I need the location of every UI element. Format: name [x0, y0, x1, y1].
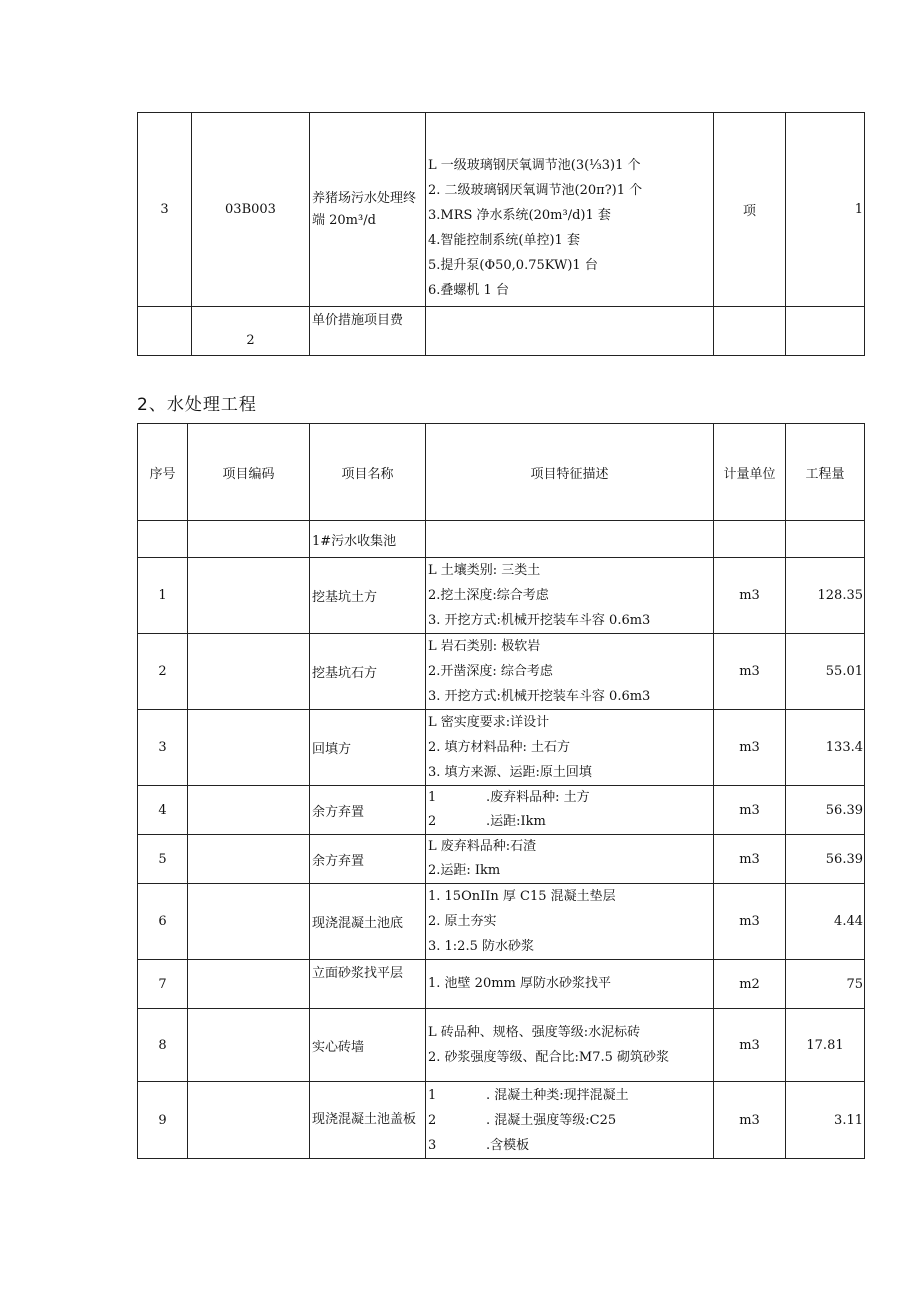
qty-cell: 75 [786, 960, 865, 1009]
header-code: 项目编码 [188, 424, 310, 521]
table-row [138, 960, 865, 1009]
qty-cell: 133.4 [786, 710, 865, 786]
desc-text: .运距:Ikm [486, 814, 546, 829]
code-cell: 2 [192, 307, 310, 356]
water-treatment-table [137, 423, 865, 1159]
desc-line: 3. 开挖方式:机械开挖装车斗容 0.6m3 [428, 613, 651, 628]
desc-text: . 混凝土强度等级:C25 [486, 1112, 617, 1128]
table-row [138, 786, 865, 835]
seq-cell: 5 [138, 835, 188, 884]
header-desc: 项目特征描述 [426, 424, 714, 521]
code-cell [188, 710, 310, 786]
table-row [138, 835, 865, 884]
desc-line: L 土壤类别: 三类土 [428, 563, 541, 578]
name-cell: 实心砖墙 [310, 1009, 426, 1082]
desc-cell [426, 558, 714, 634]
desc-line: 3. 填方来源、运距:原土回填 [428, 765, 592, 780]
qty-cell: 4.44 [786, 884, 865, 960]
desc-line: 2.开凿深度: 综合考虑 [428, 664, 553, 679]
code-cell [188, 558, 310, 634]
table-header-row [138, 424, 865, 521]
qty-cell: 17.81 [786, 1009, 865, 1082]
name-cell: 现浇混凝土池底 [310, 884, 426, 960]
header-unit: 计量单位 [714, 424, 786, 521]
desc-line: 2. 填方材料品种: 土石方 [428, 740, 571, 755]
qty-cell: 56.39 [786, 786, 865, 835]
desc-line [428, 1083, 711, 1108]
unit-cell: 项 [714, 113, 786, 307]
desc-line: L 密实度要求:详设计 [428, 715, 550, 730]
desc-line [428, 1133, 711, 1158]
code-cell [188, 960, 310, 1009]
qty-cell: 55.01 [786, 634, 865, 710]
desc-text: .含模板 [486, 1137, 530, 1153]
code-cell [188, 1082, 310, 1159]
qty-cell: 3.11 [786, 1082, 865, 1159]
code-cell [188, 884, 310, 960]
name-cell: 回填方 [310, 710, 426, 786]
unit-cell: m3 [714, 634, 786, 710]
header-seq: 序号 [138, 424, 188, 521]
seq-cell: 2 [138, 634, 188, 710]
desc-line: 2. 二级玻璃钢厌氧调节池(20π?)1 个 [428, 182, 643, 198]
desc-line: L 一级玻璃钢厌氧调节池(3(⅓3)1 个 [428, 157, 641, 173]
header-name: 项目名称 [310, 424, 426, 521]
name-cell: 余方弃置 [310, 786, 426, 835]
table-row [138, 884, 865, 960]
desc-cell [426, 710, 714, 786]
table-row [138, 307, 865, 356]
desc-line: L 砖品种、规格、强度等级:水泥标砖 [428, 1025, 641, 1040]
group-name: 1#污水收集池 [310, 521, 426, 558]
unit-cell: m3 [714, 558, 786, 634]
seq-cell: 4 [138, 786, 188, 835]
seq-cell: 3 [138, 113, 192, 307]
desc-cell [426, 307, 714, 356]
code-cell [188, 1009, 310, 1082]
desc-cell [426, 960, 714, 1009]
group-row [138, 521, 865, 558]
desc-line [428, 1108, 711, 1133]
desc-line: 2.运距: Ikm [428, 863, 501, 878]
desc-cell [426, 1009, 714, 1082]
code-cell: 03B003 [192, 113, 310, 307]
name-cell: 挖基坑石方 [310, 634, 426, 710]
table-row [138, 1082, 865, 1159]
qty-cell [786, 307, 865, 356]
unit-cell: m3 [714, 1082, 786, 1159]
desc-number: 2 [428, 814, 437, 829]
qty-cell: 1 [786, 113, 865, 307]
desc-cell [426, 884, 714, 960]
desc-number: 1 [428, 1087, 437, 1103]
seq-cell: 8 [138, 1009, 188, 1082]
seq-cell: 6 [138, 884, 188, 960]
desc-cell [426, 835, 714, 884]
desc-line: 4.智能控制系统(单控)1 套 [428, 232, 580, 248]
desc-line: L 岩石类别: 极软岩 [428, 639, 541, 654]
name-cell: 单价措施项目费 [310, 307, 426, 356]
header-qty: 工程量 [786, 424, 865, 521]
unit-cell: m3 [714, 710, 786, 786]
table-row [138, 558, 865, 634]
desc-text: .废弃料品种: 土方 [486, 790, 590, 805]
desc-line [428, 786, 711, 810]
desc-line [428, 810, 711, 834]
desc-line: L 废弃料品种:石渣 [428, 839, 537, 854]
code-cell [188, 786, 310, 835]
desc-number: 3 [428, 1137, 437, 1153]
desc-line: 6.叠螺机 1 台 [428, 282, 509, 298]
name-cell: 养猪场污水处理终端 20m³/d [310, 113, 426, 307]
seq-cell: 1 [138, 558, 188, 634]
desc-cell [426, 1082, 714, 1159]
name-cell: 立面砂浆找平层 [310, 960, 426, 1009]
seq-cell [138, 307, 192, 356]
seq-cell: 9 [138, 1082, 188, 1159]
desc-line: 2. 砂浆强度等级、配合比:M7.5 砌筑砂浆 [428, 1050, 670, 1065]
unit-cell [714, 307, 786, 356]
unit-cell: m2 [714, 960, 786, 1009]
cost-table-continued [137, 112, 865, 356]
name-cell: 余方弃置 [310, 835, 426, 884]
table-row [138, 710, 865, 786]
desc-cell [426, 634, 714, 710]
desc-cell [426, 113, 714, 307]
table-row [138, 1009, 865, 1082]
desc-line: 5.提升泵(Φ50,0.75KW)1 台 [428, 257, 598, 273]
seq-cell: 3 [138, 710, 188, 786]
desc-line: 2.挖土深度:综合考虑 [428, 588, 549, 603]
name-cell: 挖基坑土方 [310, 558, 426, 634]
unit-cell: m3 [714, 1009, 786, 1082]
desc-number: 1 [428, 790, 437, 805]
desc-line: 2. 原土夯实 [428, 914, 497, 929]
desc-number: 2 [428, 1112, 437, 1128]
unit-cell: m3 [714, 786, 786, 835]
seq-cell: 7 [138, 960, 188, 1009]
qty-cell: 56.39 [786, 835, 865, 884]
table-row [138, 113, 865, 307]
name-cell: 现浇混凝土池盖板 [310, 1082, 426, 1159]
desc-text: . 混凝土种类:现拌混凝土 [486, 1087, 629, 1103]
desc-line: 3. 1:2.5 防水砂浆 [428, 939, 534, 954]
desc-line: 3.MRS 净水系统(20m³/d)1 套 [428, 207, 611, 223]
code-cell [188, 634, 310, 710]
unit-cell: m3 [714, 835, 786, 884]
section-title: 2、水处理工程 [137, 395, 257, 415]
desc-line: 1. 15OnIIn 厚 C15 混凝土垫层 [428, 889, 616, 904]
desc-line: 3. 开挖方式:机械开挖装车斗容 0.6m3 [428, 689, 651, 704]
qty-cell: 128.35 [786, 558, 865, 634]
unit-cell: m3 [714, 884, 786, 960]
desc-line: 1. 池壁 20mm 厚防水砂浆找平 [428, 976, 611, 991]
table-row [138, 634, 865, 710]
desc-cell [426, 786, 714, 835]
code-cell [188, 835, 310, 884]
